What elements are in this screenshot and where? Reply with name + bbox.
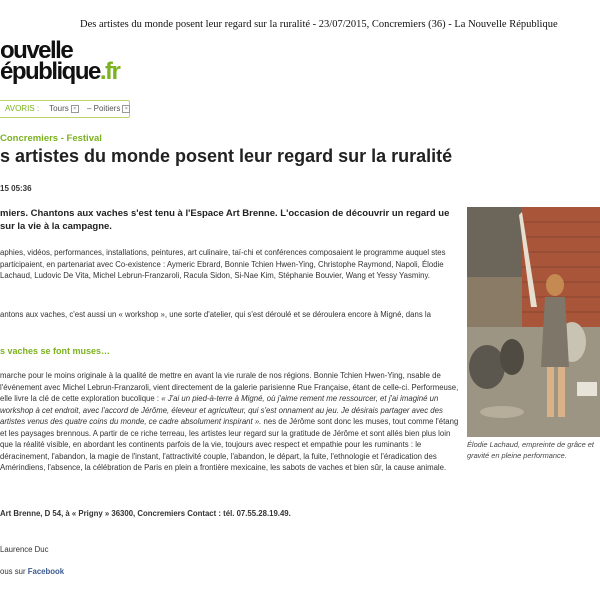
logo-line-2-text: épublique — [0, 58, 100, 85]
article-paragraph-1: aphies, vidéos, performances, installations, peintures, art culinaire, taï-chi et conférences composaient le programme auquel stes participaient, en partenariat avec Co-existence : Aymeric Ebrard, Bonnie Tchien Hwen-Ying, Christophe Raymond, Napoli, Élodie Lachaud, Ludovic De Vita, Michel Lebrun-Franzaroli, Racula Sidon, Si-Nae Kim, Stéphanie Bouvier, Wang et Yessy Yasminy. — [0, 248, 446, 280]
facebook-link[interactable]: Facebook — [27, 567, 65, 576]
print-header: Des artistes du monde posent leur regard sur la ruralité - 23/07/2015, Concremiers (36) - La Nouvelle République — [80, 19, 558, 30]
paragraph-3-intro: marche pour le moins originale à la qualité de mettre en avant la vie rurale de nos régions. Bonnie Tchien Hwen-Ying, nsable de l'événement avec Michel Lebrun-Franzaroli, vient directement de la galerie parisienne Rue Française, étant de celle-ci. Performeuse, elle livre la clé de cette exploration bucolique : — [0, 371, 459, 403]
favorite-item-tours-label: Tours — [49, 104, 69, 113]
performance-photo-illustration — [467, 207, 600, 437]
close-icon[interactable]: × — [71, 105, 79, 113]
paragraph-3-quote: « J'ai un pied-à-terre à Migné, où j'aime rement me ressourcer, et j'ai imaginé un workshop à cet endroit, avec l'accord de Jérôme, éleveur et agriculteur, qui s'est onnament au jeu. Je désirais partager avec des artistes venus des quatre coins du monde, ce cadre absolument inspirant ». — [0, 394, 443, 426]
favorite-item-tours[interactable] — [49, 104, 79, 113]
logo-tld: .fr — [99, 58, 120, 85]
article-author: Laurence Duc — [0, 545, 49, 554]
follow-us — [0, 567, 64, 576]
article-headline: s artistes du monde posent leur regard sur la ruralité — [0, 146, 453, 166]
article-category[interactable]: Concremiers - Festival — [0, 133, 102, 144]
favorite-item-poitiers[interactable] — [87, 104, 130, 113]
site-logo[interactable] — [0, 37, 120, 85]
favorite-item-poitiers-label: – Poitiers — [86, 104, 121, 113]
article-photo[interactable] — [467, 207, 600, 437]
photo-caption: Élodie Lachaud, empreinte de grâce et gravité en pleine performance. — [467, 440, 594, 460]
article-paragraph-3 — [0, 370, 464, 474]
logo-line-2 — [0, 58, 120, 85]
article-paragraph-2: antons aux vaches, c'est aussi un « workshop », une sorte d'atelier, qui s'est déroulé et se déroulera encore à Migné, dans la — [0, 310, 431, 319]
article-subhead: s vaches se font muses… — [0, 346, 111, 356]
logo-line-1: ouvelle — [0, 37, 73, 64]
paragraph-3-body: nes de Jérôme sont donc les muses, tout comme l'étang et les paysages brennous. A partir de ce riche terreau, les artistes leur regard sur la gratitude de Jérôme et sont allés bien plus loin que la réalité visible, en abordant les continents parfois de la vie, toujours avec respect et empathie pour les ruminants : le déracinement, l'abandon, la magie de l'instant, l'attractivité couple, l'abandon, le départ, la fuite, l'ethnologie et l'éradication des Amérindiens, l'absence, la célébration de Paris en plein a frontière mexicaine, les sabots de vaches et bien sûr, la cause animale. — [0, 417, 459, 472]
article-date: 15 05:36 — [0, 184, 32, 193]
follow-prefix: ous sur — [0, 567, 28, 576]
close-icon[interactable]: × — [122, 105, 130, 113]
event-address: Art Brenne, D 54, à « Prigny » 36300, Concremiers Contact : tél. 07.55.28.19.49. — [0, 509, 291, 518]
favorites-bar — [0, 100, 130, 118]
favorites-label: AVORIS : — [5, 104, 40, 113]
article-lead: miers. Chantons aux vaches s'est tenu à l'Espace Art Brenne. L'occasion de découvrir un regard ue sur la vie à la campagne. — [0, 208, 450, 232]
